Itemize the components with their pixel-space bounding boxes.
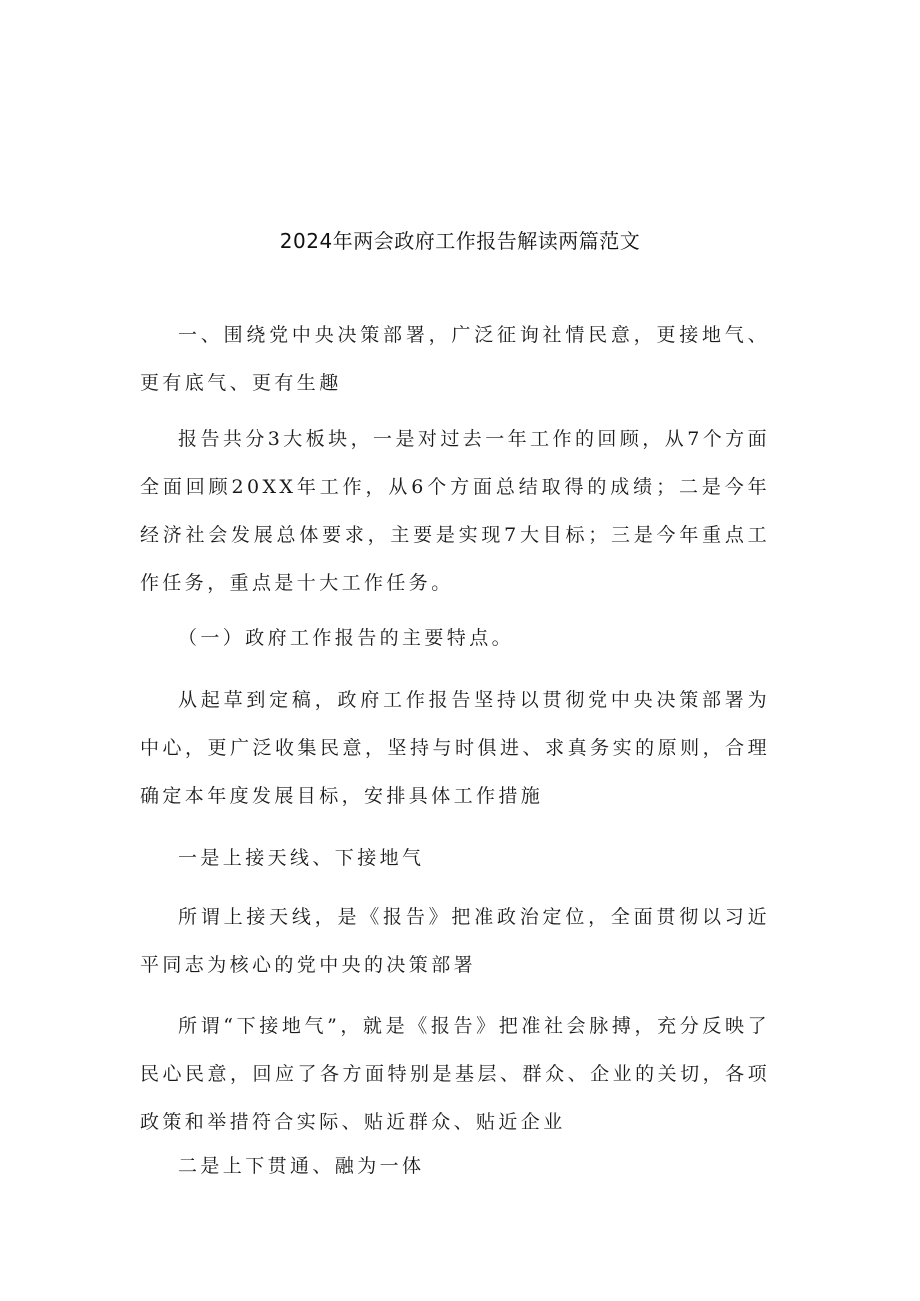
point-two-heading: 二是上下贯通、融为一体	[178, 1155, 425, 1177]
grassroots-paragraph: 所谓“下接地气”，就是《报告》把准社会脉搏，充分反映了民心民意，回应了各方面特别是基层、群众、企业的关切，各项政策和举措符合实际、贴近群众、贴近企业	[140, 1015, 770, 1133]
report-structure-paragraph: 报告共分3大板块，一是对过去一年工作的回顾，从7个方面全面回顾20XX年工作，从6个方面总结取得的成绩；二是今年经济社会发展总体要求，主要是实现7大目标；三是今年重点工作任务，重点是十大工作任务。	[140, 428, 770, 594]
point-one-heading: 一是上接天线、下接地气	[178, 847, 425, 869]
document-title: 2024年两会政府工作报告解读两篇范文	[279, 229, 641, 253]
upper-alignment-paragraph: 所谓上接天线，是《报告》把准政治定位，全面贯彻以习近平同志为核心的党中央的决策部署	[140, 906, 770, 976]
drafting-principles-paragraph: 从起草到定稿，政府工作报告坚持以贯彻党中央决策部署为中心，更广泛收集民意，坚持与时俱进、求真务实的原则，合理确定本年度发展目标，安排具体工作措施	[140, 689, 770, 807]
section-heading-one: 一、围绕党中央决策部署，广泛征询社情民意，更接地气、更有底气、更有生趣	[140, 324, 770, 394]
subsection-heading-features: （一）政府工作报告的主要特点。	[178, 627, 515, 649]
